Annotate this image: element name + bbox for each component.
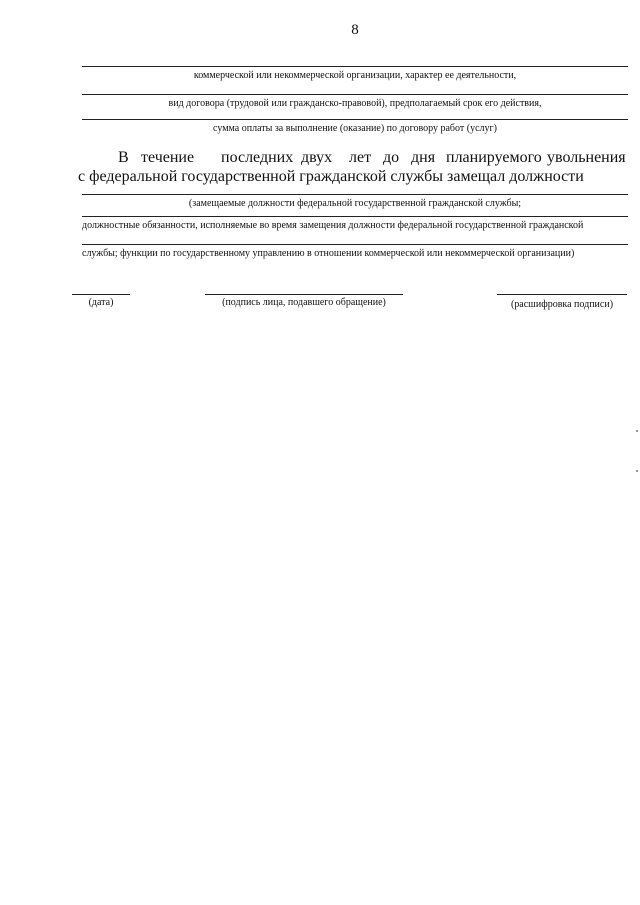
statement-word: двух — [301, 149, 333, 166]
statement-word: В — [118, 149, 129, 166]
date-line — [72, 294, 130, 295]
payment-caption: сумма оплаты за выполнение (оказание) по договору работ (услуг) — [213, 123, 497, 134]
statement-word: увольнения — [547, 149, 626, 166]
scan-edge-mark — [636, 430, 638, 432]
date-label: (дата) — [88, 297, 114, 308]
functions-line — [82, 244, 628, 245]
signature-label: (подпись лица, подавшего обращение) — [222, 297, 386, 308]
statement-word: планируемого — [446, 149, 542, 166]
statement-word: дня — [411, 149, 436, 166]
positions-line — [82, 194, 628, 195]
contract-type-line — [82, 94, 628, 95]
statement-line-2: с федеральной государственной гражданской службы замещал должности — [78, 168, 584, 185]
positions-caption: (замещаемые должности федеральной государственной гражданской службы; — [188, 198, 522, 209]
org-info-line — [82, 66, 628, 67]
duties-caption-2: службы; функции по государственному управлению в отношении коммерческой или некоммерческой организации) — [82, 248, 575, 259]
decoding-label: (расшифровка подписи) — [510, 299, 614, 310]
statement-word: последних — [221, 149, 294, 166]
duties-line — [82, 216, 628, 217]
duties-caption-1: должностные обязанности, исполняемые во время замещения должности федеральной государственной гражданской — [82, 220, 584, 231]
statement-line-1 — [0, 149, 640, 167]
decoding-line — [497, 294, 627, 295]
page-number: 8 — [351, 22, 359, 38]
contract-type-caption: вид договора (трудовой или гражданско-правовой), предполагаемый срок его действия, — [168, 98, 542, 109]
statement-word: до — [383, 149, 400, 166]
statement-word: лет — [349, 149, 372, 166]
statement-word: течение — [141, 149, 195, 166]
payment-line — [82, 119, 628, 120]
scan-edge-mark — [636, 470, 638, 472]
signature-line — [205, 294, 403, 295]
org-info-caption: коммерческой или некоммерческой организации, характер ее деятельности, — [193, 70, 517, 81]
